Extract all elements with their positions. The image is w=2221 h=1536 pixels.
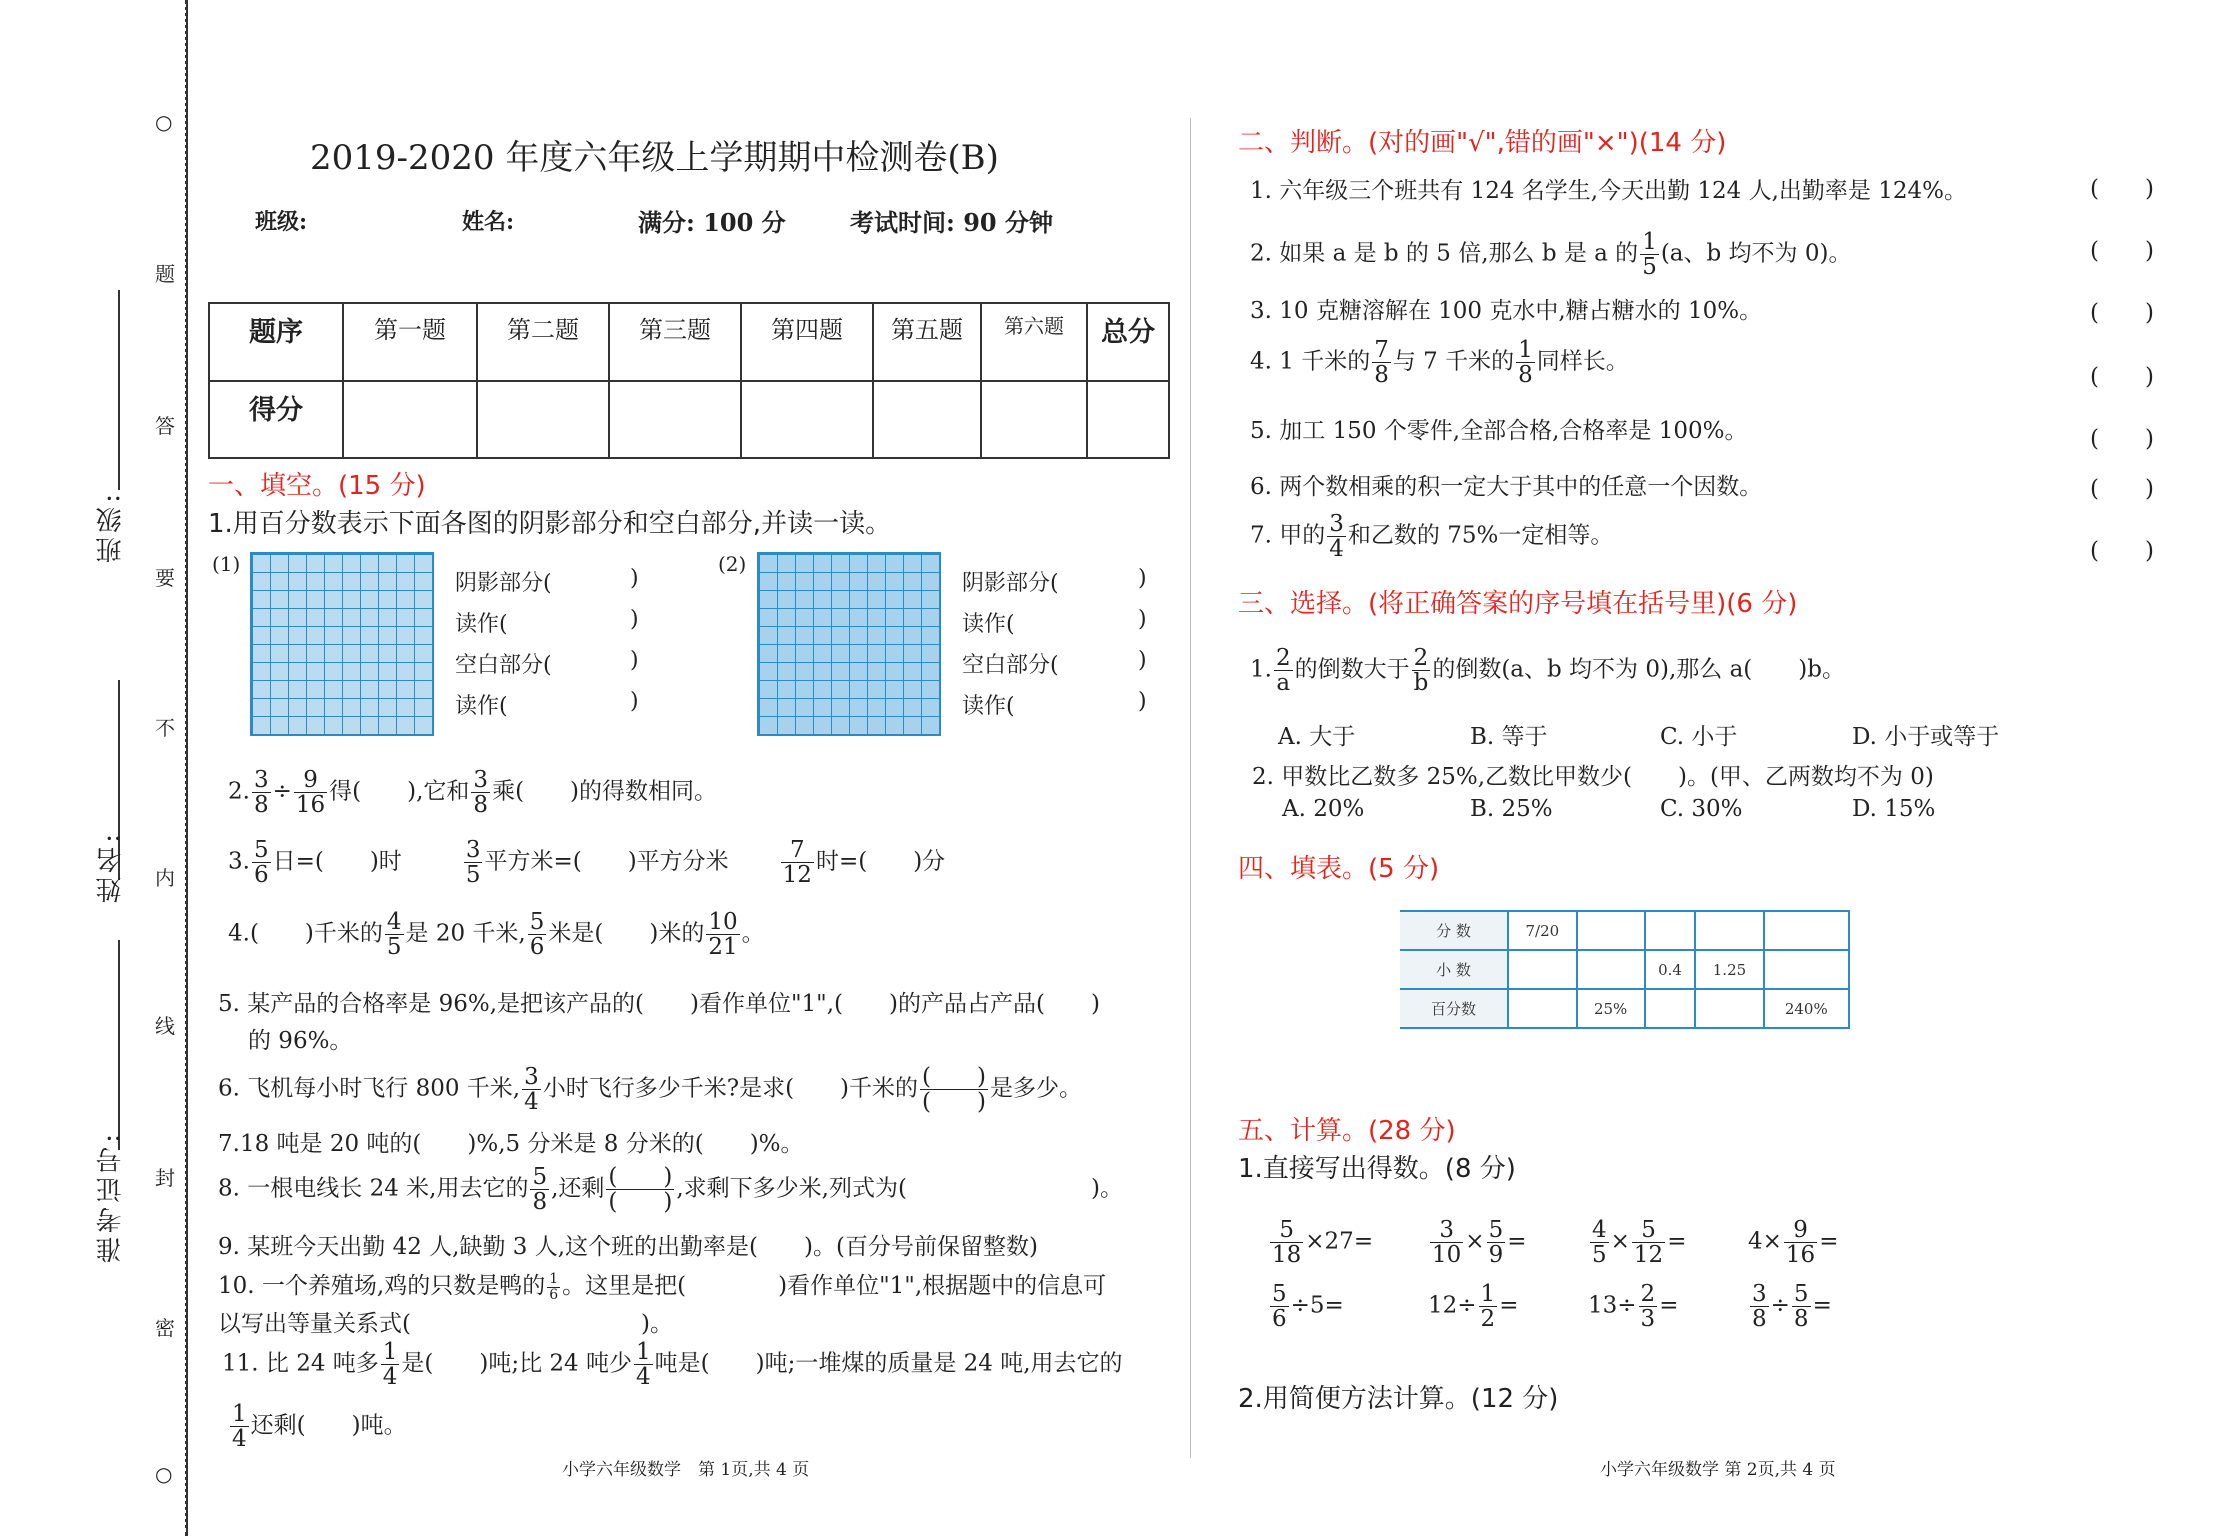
denominator: 5 — [1592, 1242, 1607, 1269]
answer-paren[interactable]: ( ) — [2090, 176, 2154, 202]
table-cell[interactable]: 0.4 — [1645, 950, 1696, 989]
calc-item — [1588, 1218, 1686, 1267]
choice2-option-d[interactable]: D. 15% — [1852, 796, 1936, 822]
numerator: 3 — [253, 767, 269, 793]
calc-op: ×27= — [1305, 1228, 1374, 1255]
fraction — [252, 768, 271, 817]
choice1-end: 的倒数(a、b 均不为 0),那么 a( )b。 — [1432, 656, 1845, 683]
fraction — [1327, 512, 1346, 561]
denominator: 4 — [382, 1364, 398, 1391]
section1-q5: 5. 某产品的合格率是 96%,是把该产品的( )看作单位"1",( )的产品占产品( ) — [218, 991, 1100, 1017]
choice2-option-c[interactable]: C. 30% — [1660, 796, 1743, 822]
numerator: 1 — [1642, 229, 1657, 255]
choice2-option-a[interactable]: A. 20% — [1282, 796, 1365, 822]
denominator: 4 — [232, 1426, 247, 1453]
judge-item-6: 6. 两个数相乘的积一定大于其中的任意一个因数。 — [1250, 474, 1763, 500]
binding-border — [186, 0, 189, 1536]
q2-mid: 得( ),它和 — [329, 778, 470, 805]
table-cell[interactable] — [1645, 989, 1696, 1028]
section3-heading: 三、选择。(将正确答案的序号填在括号里)(6 分) — [1238, 589, 1798, 619]
score-cell[interactable] — [741, 381, 873, 458]
choice1-option-b[interactable]: B. 等于 — [1470, 724, 1548, 750]
score-row-label: 得分 — [209, 381, 343, 458]
hundred-grid-2 — [757, 552, 941, 736]
table-cell[interactable] — [1695, 989, 1763, 1028]
judge-item-3: 3. 10 克糖溶解在 100 克水中,糖占糖水的 10%。 — [1250, 298, 1763, 324]
calc-eq: = — [1499, 1292, 1519, 1319]
calc-op: 12÷ — [1428, 1292, 1477, 1319]
denominator: 16 — [295, 792, 326, 819]
q3-part3: 时=( )分 — [815, 848, 946, 875]
judge-item-2 — [1250, 230, 1851, 279]
close-paren: ) — [630, 689, 639, 714]
numerator: 3 — [1430, 1218, 1463, 1243]
numerator: 2 — [1275, 645, 1291, 671]
numerator: 5 — [1272, 1281, 1287, 1307]
close-paren: ) — [1138, 648, 1147, 673]
table-row — [1400, 950, 1849, 989]
numerator: 5 — [1270, 1218, 1303, 1243]
table-cell[interactable] — [1508, 950, 1577, 989]
numerator: 1 — [636, 1339, 651, 1365]
numerator: 5 — [529, 909, 545, 935]
table-cell[interactable]: 7/20 — [1508, 911, 1577, 950]
numerator: 3 — [524, 1064, 539, 1090]
table-cell[interactable]: 25% — [1577, 989, 1645, 1028]
denominator: 8 — [473, 792, 489, 819]
q11-end: 吨是( )吨;一堆煤的质量是 24 吨,用去它的 — [654, 1350, 1123, 1377]
section1-q9: 9. 某班今天出勤 42 人,缺勤 3 人,这个班的出勤率是( )。(百分号前保留整数) — [218, 1234, 1038, 1260]
fraction — [781, 838, 814, 887]
section1-q5-cont: 的 96%。 — [248, 1028, 353, 1054]
q11-mid: 是( )吨;比 24 吨少 — [401, 1350, 633, 1377]
numerator: 5 — [253, 837, 269, 863]
section4-heading: 四、填表。(5 分) — [1238, 854, 1440, 884]
fraction — [471, 768, 490, 817]
calc-op: 13÷ — [1588, 1292, 1637, 1319]
judge7-end: 和乙数的 75%一定相等。 — [1347, 522, 1614, 549]
section1-q1: 1.用百分数表示下面各图的阴影部分和空白部分,并读一读。 — [208, 509, 892, 539]
table-cell[interactable] — [1577, 911, 1645, 950]
q2-op: ÷ — [272, 778, 292, 805]
calc-eq: = — [1659, 1292, 1679, 1319]
calc-op: × — [1465, 1228, 1485, 1255]
row-label: 小 数 — [1400, 950, 1508, 989]
table-row — [1400, 911, 1849, 950]
judge7-prefix: 7. 甲的 — [1250, 522, 1326, 549]
q4-mid: 是 20 千米, — [405, 920, 526, 947]
fraction — [464, 838, 483, 887]
calc-item — [1428, 1218, 1526, 1267]
denominator: 16 — [1785, 1242, 1816, 1269]
numerator: 7 — [781, 838, 814, 863]
answer-paren[interactable]: ( ) — [2090, 476, 2154, 502]
denominator: 5 — [386, 934, 402, 961]
calc-eq: = — [1507, 1228, 1527, 1255]
section1-q4 — [228, 910, 765, 959]
calc-item — [1268, 1282, 1344, 1331]
class-line — [118, 290, 120, 490]
calc-item — [1268, 1218, 1373, 1267]
shaded-part-label: 阴影部分( — [962, 571, 1059, 596]
denominator: 12 — [782, 862, 812, 889]
fraction — [634, 1340, 653, 1389]
denominator: 2 — [1480, 1306, 1496, 1333]
denominator: 8 — [1793, 1306, 1809, 1333]
calc-item — [1748, 1218, 1838, 1267]
seal-char: 不 — [155, 712, 175, 741]
binding-name-label: 姓名: — [96, 830, 126, 903]
denominator: 4 — [1329, 536, 1344, 563]
fraction — [1640, 230, 1659, 279]
denominator: 6 — [529, 934, 545, 961]
score-header: 第三题 — [609, 303, 741, 381]
denominator: b — [1413, 670, 1429, 697]
calc-op: × — [1610, 1228, 1630, 1255]
numerator: 5 — [1488, 1217, 1504, 1243]
seal-char: 答 — [155, 410, 175, 439]
fraction — [1750, 1282, 1769, 1331]
table-cell[interactable]: 240% — [1764, 989, 1849, 1028]
blank-part-label: 空白部分( — [962, 653, 1059, 678]
binding-class-label: 班级: — [96, 490, 126, 563]
judge-item-5: 5. 加工 150 个零件,全部合格,合格率是 100%。 — [1250, 418, 1748, 444]
score-header: 第一题 — [343, 303, 477, 381]
numerator: 4 — [1592, 1217, 1607, 1243]
q11-tail: 还剩( )吨。 — [250, 1412, 407, 1439]
choice1-option-d[interactable]: D. 小于或等于 — [1852, 724, 2000, 750]
close-paren: ) — [630, 607, 639, 632]
section2-heading: 二、判断。(对的画"√",错的画"×")(14 分) — [1238, 128, 1727, 158]
section5-heading: 五、计算。(28 分) — [1238, 1116, 1456, 1146]
numerator: ( ) — [608, 1164, 673, 1190]
fraction — [385, 910, 404, 959]
numerator: 1 — [382, 1339, 398, 1365]
section1-q11 — [222, 1340, 1123, 1389]
denominator: 18 — [1272, 1242, 1302, 1269]
calc-eq: = — [1667, 1228, 1687, 1255]
binding-id-label: 准考证号: — [96, 1130, 126, 1263]
section1-heading: 一、填空。(15 分) — [208, 471, 426, 501]
fraction — [1792, 1282, 1811, 1331]
table-cell[interactable] — [1695, 911, 1763, 950]
answer-paren[interactable]: ( ) — [2090, 364, 2154, 390]
class-label: 班级: — [255, 209, 308, 235]
choice1-option-a[interactable]: A. 大于 — [1278, 724, 1356, 750]
seal-char: 题 — [155, 258, 175, 287]
section1-q10 — [218, 1267, 1106, 1302]
section5-sub2: 2.用简便方法计算。(12 分) — [1238, 1384, 1559, 1414]
answer-paren[interactable]: ( ) — [2090, 538, 2154, 564]
numerator: 3 — [1329, 511, 1344, 537]
fraction — [1412, 646, 1431, 695]
fraction — [706, 910, 739, 959]
fraction — [1784, 1218, 1817, 1267]
q3-prefix: 3. — [228, 848, 250, 875]
numerator: 1 — [1480, 1281, 1496, 1307]
choice1-option-c[interactable]: C. 小于 — [1660, 724, 1738, 750]
fraction — [230, 1402, 249, 1451]
table-cell[interactable] — [1764, 911, 1849, 950]
denominator: 12 — [1633, 1242, 1664, 1269]
score-header: 总分 — [1087, 303, 1169, 381]
q6-end: 是多少。 — [989, 1075, 1082, 1102]
denominator: 5 — [465, 862, 481, 889]
judge4-end: 同样长。 — [1536, 348, 1629, 375]
close-paren: ) — [630, 648, 639, 673]
fraction — [1270, 1282, 1289, 1331]
judge4-mid: 与 7 千米的 — [1392, 348, 1515, 375]
q8-mid: ,还剩 — [551, 1175, 605, 1202]
seal-char: ○ — [155, 1462, 173, 1486]
numerator: 1 — [549, 1270, 559, 1287]
table-cell[interactable] — [1508, 989, 1577, 1028]
section1-q10-cont: 以写出等量关系式( )。 — [218, 1311, 673, 1337]
fraction — [381, 1340, 400, 1389]
section1-q7: 7.18 吨是 20 吨的( )%,5 分米是 8 分米的( )%。 — [218, 1131, 804, 1157]
page-title: 2019-2020 年度六年级上学期期中检测卷(B) — [310, 138, 999, 178]
q10-mid: 。这里是把( )看作单位"1",根据题中的信息可 — [562, 1273, 1107, 1299]
seal-char: 密 — [155, 1312, 175, 1341]
denominator: 8 — [1518, 362, 1533, 389]
q6-prefix: 6. 飞机每小时飞行 800 千米, — [218, 1075, 521, 1102]
exam-time: 考试时间: 90 分钟 — [850, 208, 1053, 237]
fraction — [1430, 1218, 1463, 1267]
judge-item-4 — [1250, 338, 1629, 387]
hundred-grid-1 — [250, 552, 434, 736]
section1-q2 — [228, 768, 717, 817]
numerator: 5 — [532, 1164, 548, 1190]
denominator: ( ) — [922, 1089, 986, 1116]
score-cell[interactable] — [477, 381, 609, 458]
q6-mid: 小时飞行多少千米?是求( )千米的 — [542, 1075, 919, 1102]
score-cell[interactable] — [343, 381, 477, 458]
judge-item-1: 1. 六年级三个班共有 124 名学生,今天出勤 124 人,出勤率是 124%。 — [1250, 178, 1967, 204]
numerator: 5 — [1793, 1281, 1809, 1307]
fraction — [294, 768, 327, 817]
q11-prefix: 11. 比 24 吨多 — [222, 1350, 379, 1377]
score-header: 题序 — [209, 303, 343, 381]
fraction — [1479, 1282, 1498, 1331]
denominator: 8 — [1752, 1306, 1767, 1333]
denominator: 4 — [524, 1089, 539, 1116]
fraction — [252, 838, 271, 887]
fraction — [522, 1065, 541, 1114]
read-as-label: 读作( — [962, 612, 1015, 637]
numerator: 5 — [1632, 1218, 1665, 1243]
seal-char: 线 — [155, 1010, 175, 1039]
numerator: 4 — [386, 909, 402, 935]
judge-item-7 — [1250, 512, 1613, 561]
fraction — [547, 1272, 560, 1302]
answer-paren[interactable]: ( ) — [2090, 426, 2154, 452]
numerator: 2 — [1640, 1281, 1656, 1307]
blank-fraction[interactable] — [920, 1065, 988, 1114]
denominator: 6 — [549, 1286, 559, 1303]
q2-prefix: 2. — [228, 778, 250, 805]
blank-fraction[interactable] — [606, 1165, 674, 1214]
fraction — [1372, 338, 1391, 387]
blank-part-label: 空白部分( — [455, 653, 552, 678]
table-cell[interactable] — [1764, 950, 1849, 989]
calc-op: ÷ — [1770, 1292, 1790, 1319]
close-paren: ) — [630, 566, 639, 591]
table-cell[interactable] — [1577, 950, 1645, 989]
q4-end: 。 — [741, 920, 765, 947]
numerator: 7 — [1374, 337, 1389, 363]
calc-op: ÷5= — [1290, 1292, 1344, 1319]
calc-item — [1748, 1282, 1832, 1331]
section1-q6 — [218, 1065, 1082, 1114]
read-as-label: 读作( — [455, 694, 508, 719]
read-as-label: 读作( — [962, 694, 1015, 719]
calc-eq: = — [1812, 1292, 1832, 1319]
seal-char: ○ — [155, 110, 173, 134]
q3-part1: 日=( )时 — [272, 848, 402, 875]
denominator: 10 — [1432, 1242, 1462, 1269]
id-line — [118, 940, 120, 1150]
fraction — [1632, 1218, 1665, 1267]
judge2-prefix: 2. 如果 a 是 b 的 5 倍,那么 b 是 a 的 — [1250, 240, 1639, 267]
q8-prefix: 8. 一根电线长 24 米,用去它的 — [218, 1175, 529, 1202]
calc-item — [1588, 1282, 1678, 1331]
full-score: 满分: 100 分 — [638, 208, 786, 237]
denominator: 5 — [1642, 254, 1657, 281]
choice-q1 — [1250, 646, 1845, 695]
page-divider — [1190, 118, 1191, 1458]
table-row — [1400, 989, 1849, 1028]
numerator: 9 — [294, 768, 327, 793]
numerator: 3 — [465, 837, 481, 863]
numerator: 2 — [1412, 646, 1431, 671]
score-header: 第二题 — [477, 303, 609, 381]
numerator: ( ) — [922, 1064, 986, 1090]
section1-q3 — [228, 838, 945, 887]
denominator: 8 — [1374, 362, 1389, 389]
judge4-prefix: 4. 1 千米的 — [1250, 348, 1371, 375]
close-paren: ) — [1138, 566, 1147, 591]
score-cell[interactable] — [873, 381, 981, 458]
denominator: 8 — [253, 792, 269, 819]
close-paren: ) — [1138, 689, 1147, 714]
score-cell[interactable] — [609, 381, 741, 458]
q2-end: 乘( )的得数相同。 — [492, 778, 718, 805]
name-label: 姓名: — [462, 209, 515, 235]
q4-prefix: 4.( )千米的 — [228, 920, 383, 947]
footer-left: 小学六年级数学 第 1页,共 4 页 — [562, 1460, 810, 1480]
close-paren: ) — [1138, 607, 1147, 632]
footer-right: 小学六年级数学 第 2页,共 4 页 — [1600, 1460, 1836, 1480]
denominator: 6 — [1272, 1306, 1287, 1333]
denominator: a — [1276, 670, 1291, 697]
choice2-option-b[interactable]: B. 25% — [1470, 796, 1553, 822]
fraction — [530, 1165, 549, 1214]
section5-sub1: 1.直接写出得数。(8 分) — [1238, 1154, 1516, 1184]
row-label: 百分数 — [1400, 989, 1508, 1028]
answer-paren[interactable]: ( ) — [2090, 300, 2154, 326]
figure2-label: (2) — [718, 552, 747, 576]
denominator: 6 — [253, 862, 269, 889]
q3-part2: 平方米=( )平方分米 — [484, 848, 729, 875]
fraction — [1590, 1218, 1609, 1267]
denominator: ( ) — [608, 1189, 673, 1216]
fraction — [1270, 1218, 1303, 1267]
score-cell[interactable] — [1087, 381, 1169, 458]
fraction — [528, 910, 547, 959]
numerator: 3 — [1752, 1281, 1767, 1307]
fraction — [1274, 646, 1293, 695]
denominator: 3 — [1640, 1306, 1656, 1333]
denominator: 9 — [1488, 1242, 1504, 1269]
numerator: 1 — [232, 1401, 247, 1427]
figure1-label: (1) — [212, 552, 241, 576]
score-header: 第五题 — [873, 303, 981, 381]
numerator: 1 — [1518, 337, 1533, 363]
choice1-prefix: 1. — [1250, 656, 1272, 683]
numerator: 10 — [708, 909, 738, 935]
q8-end: ,求剩下多少米,列式为( )。 — [676, 1175, 1123, 1202]
seal-char: 要 — [155, 562, 175, 591]
denominator: 4 — [636, 1364, 651, 1391]
seal-char: 封 — [155, 1162, 175, 1191]
table-cell[interactable] — [1645, 911, 1696, 950]
score-header: 第六题 — [981, 303, 1087, 381]
choice1-mid: 的倒数大于 — [1294, 656, 1410, 683]
calc-item — [1428, 1282, 1518, 1331]
table-cell[interactable]: 1.25 — [1695, 950, 1763, 989]
fraction — [1639, 1282, 1658, 1331]
section1-q8 — [218, 1165, 1123, 1214]
score-table — [208, 302, 1170, 459]
q10-prefix: 10. 一个养殖场,鸡的只数是鸭的 — [218, 1273, 546, 1299]
denominator: 21 — [708, 934, 738, 961]
fraction — [1487, 1218, 1506, 1267]
conversion-table — [1400, 910, 1850, 1029]
judge2-end: (a、b 均不为 0)。 — [1660, 240, 1852, 267]
calc-eq: = — [1819, 1228, 1839, 1255]
fraction — [1516, 338, 1535, 387]
calc-op: 4× — [1748, 1228, 1782, 1255]
seal-char: 内 — [155, 862, 175, 891]
numerator: 9 — [1784, 1218, 1817, 1243]
shaded-part-label: 阴影部分( — [455, 571, 552, 596]
read-as-label: 读作( — [455, 612, 508, 637]
section1-q11-cont — [228, 1402, 407, 1451]
score-cell[interactable] — [981, 381, 1087, 458]
row-label: 分 数 — [1400, 911, 1508, 950]
numerator: 3 — [473, 767, 489, 793]
score-header: 第四题 — [741, 303, 873, 381]
denominator: 8 — [532, 1189, 548, 1216]
choice-q2: 2. 甲数比乙数多 25%,乙数比甲数少( )。(甲、乙两数均不为 0) — [1252, 764, 1934, 790]
answer-paren[interactable]: ( ) — [2090, 238, 2154, 264]
q4-mid2: 米是( )米的 — [548, 920, 705, 947]
